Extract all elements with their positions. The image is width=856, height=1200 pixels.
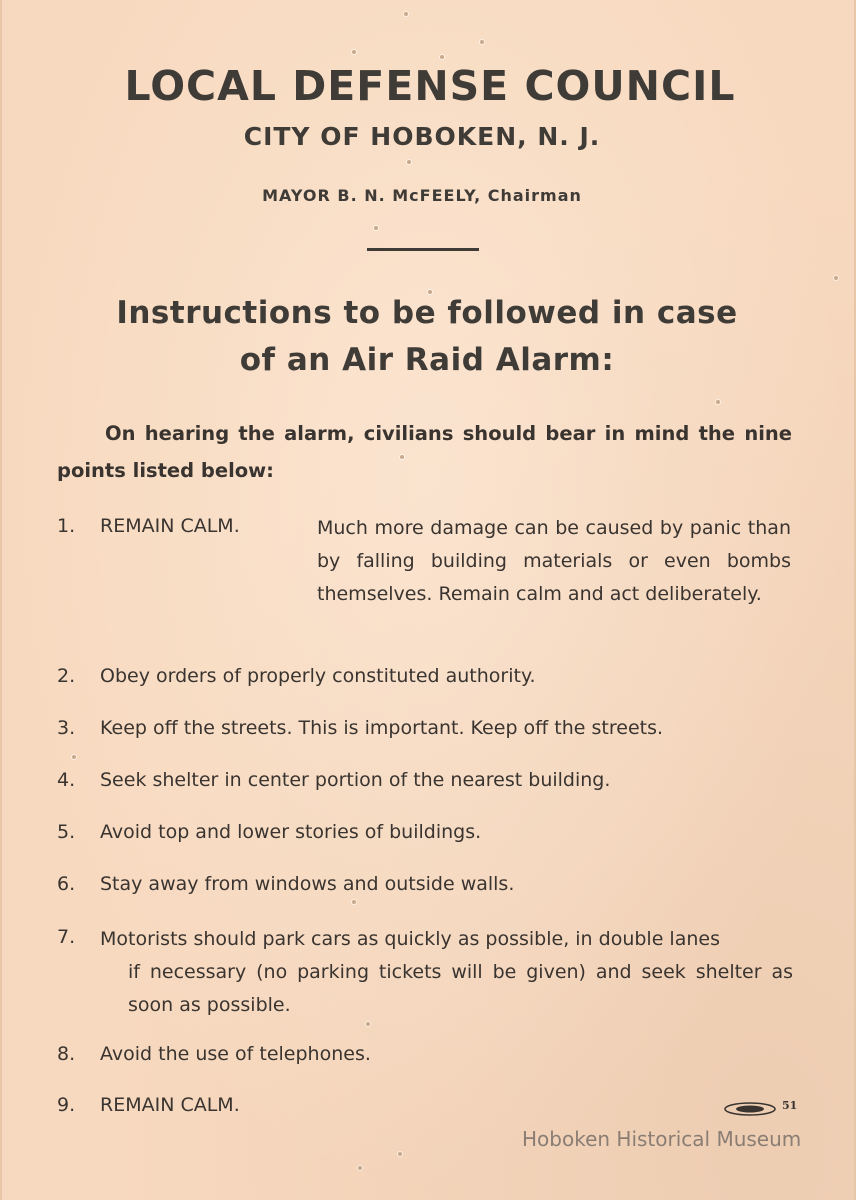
pin-hole xyxy=(834,276,838,280)
pin-hole xyxy=(352,900,356,904)
item-text: Avoid the use of telephones. xyxy=(100,1043,371,1065)
council-title: LOCAL DEFENSE COUNCIL xyxy=(124,62,736,110)
item-text: Much more damage can be caused by panic than by falling building materials or even bombs themselves. Remain calm and act deliberately. xyxy=(317,517,791,605)
item-text: Seek shelter in center portion of the nearest building. xyxy=(100,769,611,791)
chairman-line: MAYOR B. N. McFEELY, Chairman xyxy=(262,186,582,205)
item-number: 8. xyxy=(57,1043,76,1065)
item-text-block xyxy=(100,923,793,1022)
item-text: Motorists should park cars as quickly as possible, in double lanes xyxy=(100,928,720,950)
item-text: REMAIN CALM. xyxy=(100,1094,240,1116)
heading-line-2: of an Air Raid Alarm: xyxy=(239,342,615,378)
museum-watermark: Hoboken Historical Museum xyxy=(522,1127,802,1151)
printer-mark: 51 xyxy=(782,1099,798,1112)
header-divider xyxy=(367,248,479,251)
pin-hole xyxy=(398,1152,402,1156)
pin-hole xyxy=(716,400,720,404)
item-text: Stay away from windows and outside walls. xyxy=(100,873,515,895)
item-text: Avoid top and lower stories of buildings. xyxy=(100,821,482,843)
instructions-heading xyxy=(62,290,792,384)
item-number: 3. xyxy=(57,717,76,739)
item-text: Obey orders of properly constituted authority. xyxy=(100,665,536,687)
item-number: 6. xyxy=(57,873,76,895)
pin-hole xyxy=(400,455,404,459)
item-number: 4. xyxy=(57,769,76,791)
pin-hole xyxy=(440,55,444,59)
pin-hole xyxy=(404,12,408,16)
item-text-continued: if necessary (no parking tickets will be given) and seek shelter as soon as possible. xyxy=(128,961,793,1016)
pin-hole xyxy=(358,1166,362,1170)
pin-hole xyxy=(366,1022,370,1026)
item-lead: REMAIN CALM. xyxy=(100,515,240,537)
item-number: 7. xyxy=(57,926,76,948)
heading-line-1: Instructions to be followed in case xyxy=(116,295,738,331)
item-text: Keep off the streets. This is important. Keep off the streets. xyxy=(100,717,664,739)
item-number: 2. xyxy=(57,665,76,687)
union-label-icon xyxy=(724,1102,776,1116)
pin-hole xyxy=(72,755,76,759)
pin-hole xyxy=(428,290,432,294)
intro-paragraph: On hearing the alarm, civilians should bear in mind the nine points listed below: xyxy=(57,422,792,482)
item-number: 1. xyxy=(57,515,76,537)
item-number: 9. xyxy=(57,1094,76,1116)
city-subtitle: CITY OF HOBOKEN, N. J. xyxy=(243,122,601,151)
pin-hole xyxy=(407,160,411,164)
pin-hole xyxy=(480,40,484,44)
pin-hole xyxy=(352,50,356,54)
item-number: 5. xyxy=(57,821,76,843)
pin-hole xyxy=(374,226,378,230)
